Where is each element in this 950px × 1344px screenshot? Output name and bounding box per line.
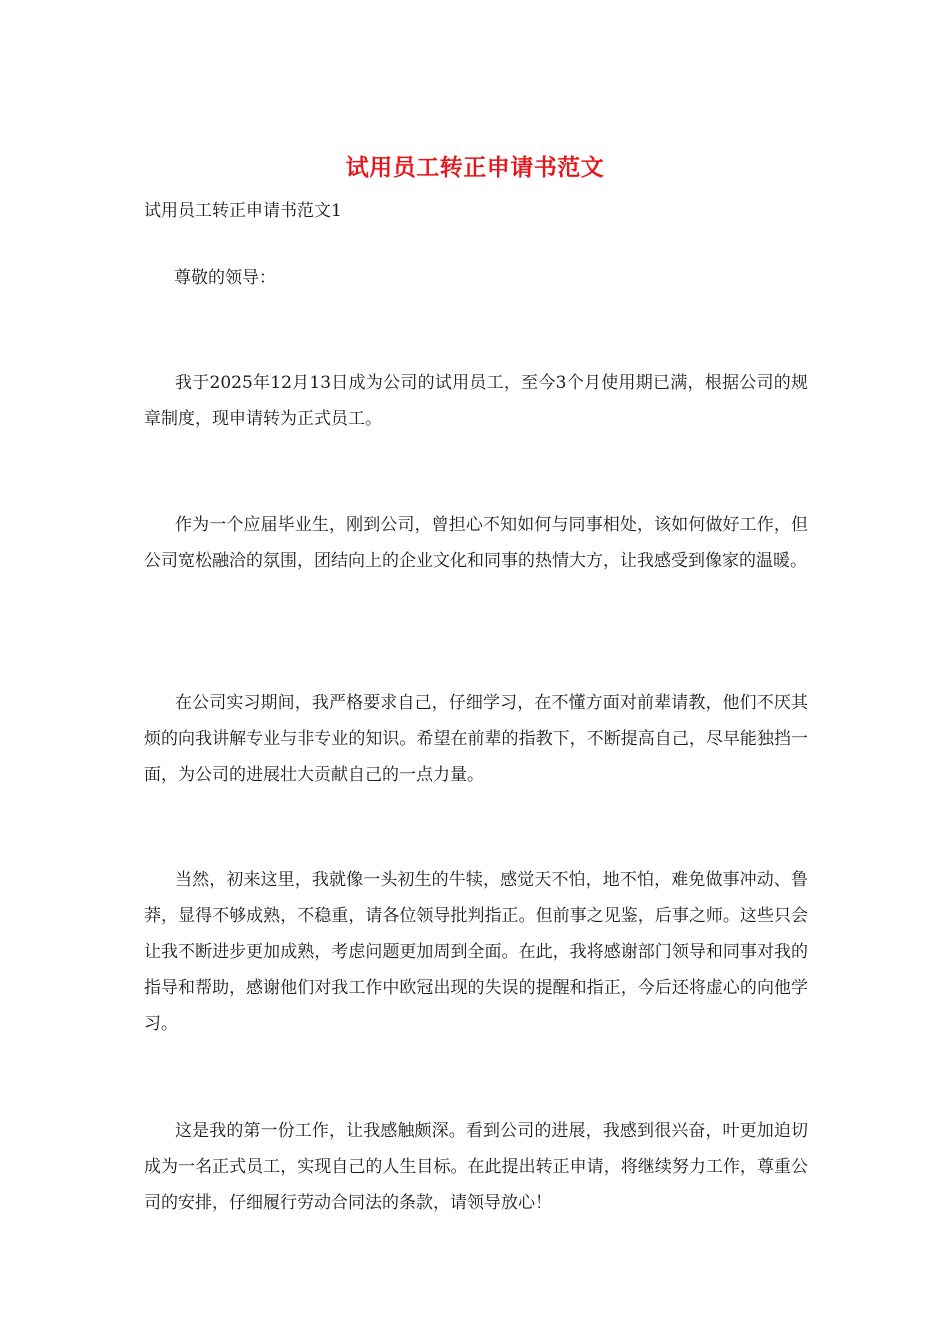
paragraph-2: 作为一个应届毕业生，刚到公司，曾担心不知如何与同事相处，该如何做好工作，但公司宽松融洽的氛围，团结向上的企业文化和同事的热情大方，让我感受到像家的温暖。 bbox=[144, 515, 808, 571]
paragraph-5: 这是我的第一份工作，让我感触颇深。看到公司的进展，我感到很兴奋，叶更加迫切成为一名正式员工，实现自己的人生目标。在此提出转正申请，将继续努力工作，尊重公司的安排，仔细履行劳动合同法的条款，请领导放心！ bbox=[144, 1121, 808, 1213]
paragraph-1: 我于2025年12月13日成为公司的试用员工，至今3个月使用期已满，根据公司的规章制度，现申请转为正式员工。 bbox=[144, 373, 808, 429]
document-title: 试用员工转正申请书范文 bbox=[345, 154, 605, 181]
salutation: 尊敬的领导： bbox=[174, 268, 276, 288]
document-subtitle: 试用员工转正申请书范文1 bbox=[144, 201, 342, 221]
paragraph-4: 当然，初来这里，我就像一头初生的牛犊，感觉天不怕，地不怕，难免做事冲动、鲁莽，显得不够成熟，不稳重，请各位领导批判指正。但前事之见鉴，后事之师。这些只会让我不断进步更加成熟，考虑问题更加周到全面。在此，我将感谢部门领导和同事对我的指导和帮助，感谢他们对我工作中欧冠出现的失误的提醒和指正，今后还将虚心的向他学习。 bbox=[144, 870, 808, 1034]
paragraph-3: 在公司实习期间，我严格要求自己，仔细学习，在不懂方面对前辈请教，他们不厌其烦的向我讲解专业与非专业的知识。希望在前辈的指教下，不断提高自己，尽早能独挡一面，为公司的进展壮大贡献自己的一点力量。 bbox=[144, 693, 808, 785]
